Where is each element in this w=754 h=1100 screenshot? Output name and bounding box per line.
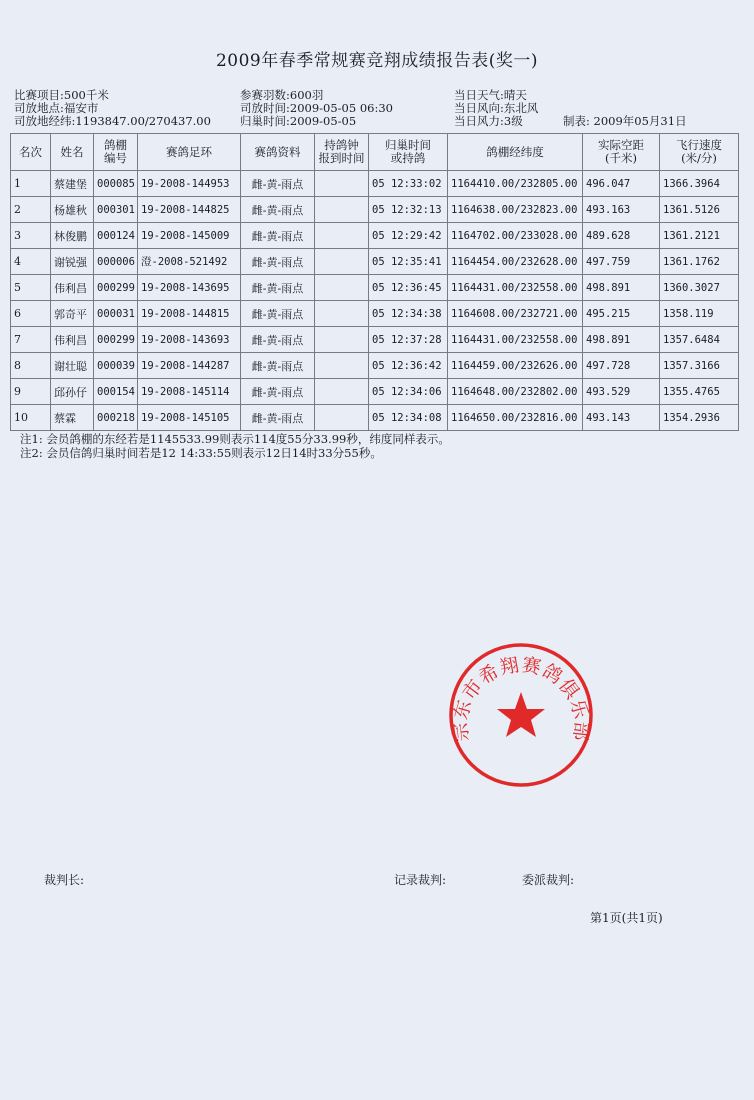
- meta-release-value: 2009-05-05 06:30: [289, 101, 393, 115]
- meta-site-value: 福安市: [63, 101, 99, 115]
- table-row: [11, 171, 739, 197]
- cell-distance: 489.628: [583, 223, 660, 249]
- meta-event: [14, 88, 109, 102]
- cell-speed: 1361.2121: [660, 223, 739, 249]
- cell-name: 郭奇平: [51, 301, 94, 327]
- dispatch-referee-label: 委派裁判:: [522, 873, 575, 887]
- cell-clock: [315, 197, 369, 223]
- page-number: 第1页(共1页): [590, 911, 663, 925]
- cell-distance: 493.163: [583, 197, 660, 223]
- cell-rank: 8: [11, 353, 51, 379]
- cell-loft: 000299: [94, 327, 138, 353]
- cell-time: 05 12:35:41: [369, 249, 448, 275]
- cell-speed: 1357.6484: [660, 327, 739, 353]
- cell-time: 05 12:36:42: [369, 353, 448, 379]
- cell-coords: 1164650.00/232816.00: [448, 405, 583, 431]
- meta-event-label: 比赛项目:: [14, 88, 64, 102]
- cell-info: 雌-黄-雨点: [241, 197, 315, 223]
- meta-wind-direction-label: 当日风向:: [454, 101, 504, 115]
- cell-coords: 1164431.00/232558.00: [448, 327, 583, 353]
- meta-return-value: 2009-05-05: [289, 114, 357, 128]
- cell-distance: 498.891: [583, 275, 660, 301]
- cell-ring: 19-2008-144815: [138, 301, 241, 327]
- header-info: 赛鸽资料: [241, 134, 315, 171]
- cell-time: 05 12:37:28: [369, 327, 448, 353]
- report-title: 2009年春季常规赛竞翔成绩报告表(奖一): [215, 51, 539, 71]
- cell-loft: 000154: [94, 379, 138, 405]
- cell-loft: 000124: [94, 223, 138, 249]
- cell-info: 雌-黄-雨点: [241, 249, 315, 275]
- cell-ring: 19-2008-144825: [138, 197, 241, 223]
- cell-coords: 1164608.00/232721.00: [448, 301, 583, 327]
- record-referee-label: 记录裁判:: [394, 873, 447, 887]
- cell-name: 谢壮聪: [51, 353, 94, 379]
- table-row: [11, 327, 739, 353]
- cell-name: 蔡霖: [51, 405, 94, 431]
- cell-rank: 4: [11, 249, 51, 275]
- cell-loft: 000085: [94, 171, 138, 197]
- meta-birds: [240, 88, 323, 102]
- cell-coords: 1164648.00/232802.00: [448, 379, 583, 405]
- note-1: 注1: 会员鸽棚的东经若是1145533.99则表示114度55分33.99秒，纬度同样表示。: [20, 432, 450, 446]
- cell-time: 05 12:29:42: [369, 223, 448, 249]
- cell-rank: 3: [11, 223, 51, 249]
- notes: [20, 432, 450, 460]
- meta-coords-label: 司放地经纬:: [14, 114, 76, 128]
- club-seal-stamp: [446, 640, 596, 790]
- cell-distance: 495.215: [583, 301, 660, 327]
- meta-release: [240, 101, 393, 115]
- meta-site: [14, 101, 98, 115]
- cell-name: 邱孙仔: [51, 379, 94, 405]
- cell-rank: 2: [11, 197, 51, 223]
- cell-distance: 493.529: [583, 379, 660, 405]
- cell-coords: 1164454.00/232628.00: [448, 249, 583, 275]
- cell-clock: [315, 405, 369, 431]
- cell-time: 05 12:36:45: [369, 275, 448, 301]
- meta-birds-label: 参赛羽数:: [240, 88, 290, 102]
- cell-loft: 000006: [94, 249, 138, 275]
- cell-ring: 19-2008-145114: [138, 379, 241, 405]
- cell-loft: 000039: [94, 353, 138, 379]
- table-row: [11, 353, 739, 379]
- meta-wind-force-value: 3级: [503, 114, 523, 128]
- cell-clock: [315, 327, 369, 353]
- cell-time: 05 12:34:06: [369, 379, 448, 405]
- cell-clock: [315, 379, 369, 405]
- header-distance: 实际空距 (千米): [583, 134, 660, 171]
- cell-loft: 000031: [94, 301, 138, 327]
- cell-info: 雌-黄-雨点: [241, 223, 315, 249]
- cell-rank: 1: [11, 171, 51, 197]
- cell-ring: 19-2008-144953: [138, 171, 241, 197]
- cell-distance: 496.047: [583, 171, 660, 197]
- cell-coords: 1164431.00/232558.00: [448, 275, 583, 301]
- cell-time: 05 12:32:13: [369, 197, 448, 223]
- cell-speed: 1358.119: [660, 301, 739, 327]
- cell-speed: 1366.3964: [660, 171, 739, 197]
- cell-clock: [315, 301, 369, 327]
- cell-info: 雌-黄-雨点: [241, 327, 315, 353]
- header-loft-no: 鸽棚 编号: [94, 134, 138, 171]
- cell-distance: 498.891: [583, 327, 660, 353]
- cell-rank: 5: [11, 275, 51, 301]
- cell-name: 杨雄秋: [51, 197, 94, 223]
- cell-info: 雌-黄-雨点: [241, 405, 315, 431]
- cell-speed: 1361.1762: [660, 249, 739, 275]
- cell-ring: 19-2008-145105: [138, 405, 241, 431]
- cell-coords: 1164638.00/232823.00: [448, 197, 583, 223]
- cell-speed: 1355.4765: [660, 379, 739, 405]
- table-row: [11, 197, 739, 223]
- cell-coords: 1164702.00/233028.00: [448, 223, 583, 249]
- cell-clock: [315, 223, 369, 249]
- seal-star-icon: [497, 692, 545, 737]
- cell-clock: [315, 353, 369, 379]
- table-row: [11, 275, 739, 301]
- cell-coords: 1164410.00/232805.00: [448, 171, 583, 197]
- meta-site-label: 司放地点:: [14, 101, 64, 115]
- cell-rank: 6: [11, 301, 51, 327]
- header-speed: 飞行速度 (米/分): [660, 134, 739, 171]
- meta-wind-force: [454, 114, 523, 128]
- table-row: [11, 405, 739, 431]
- seal-text: 宗东市希翔赛鸽俱乐部: [449, 653, 593, 743]
- cell-speed: 1361.5126: [660, 197, 739, 223]
- cell-name: 林俊鹏: [51, 223, 94, 249]
- cell-speed: 1357.3166: [660, 353, 739, 379]
- meta-birds-value: 600羽: [289, 88, 324, 102]
- cell-time: 05 12:34:38: [369, 301, 448, 327]
- cell-ring: 19-2008-143695: [138, 275, 241, 301]
- cell-ring: 19-2008-143693: [138, 327, 241, 353]
- cell-loft: 000299: [94, 275, 138, 301]
- cell-ring: 澄-2008-521492: [138, 249, 241, 275]
- cell-speed: 1360.3027: [660, 275, 739, 301]
- cell-coords: 1164459.00/232626.00: [448, 353, 583, 379]
- header-ring: 赛鸽足环: [138, 134, 241, 171]
- header-rank: 名次: [11, 134, 51, 171]
- cell-name: 谢锐强: [51, 249, 94, 275]
- meta-coords-value: 1193847.00/270437.00: [75, 114, 211, 128]
- cell-rank: 9: [11, 379, 51, 405]
- header-clock: 持鸽钟 报到时间: [315, 134, 369, 171]
- table-row: [11, 301, 739, 327]
- meta-made-label: 制表:: [563, 114, 590, 128]
- table-row: [11, 379, 739, 405]
- meta-made-date: [563, 114, 687, 128]
- meta-made-value: 2009年05月31日: [593, 114, 687, 128]
- meta-event-value: 500千米: [63, 88, 109, 102]
- header-return-time: 归巢时间 或持鸽: [369, 134, 448, 171]
- cell-clock: [315, 249, 369, 275]
- cell-loft: 000301: [94, 197, 138, 223]
- table-row: [11, 223, 739, 249]
- cell-loft: 000218: [94, 405, 138, 431]
- cell-clock: [315, 171, 369, 197]
- cell-ring: 19-2008-145009: [138, 223, 241, 249]
- cell-clock: [315, 275, 369, 301]
- meta-coords: [14, 114, 211, 128]
- cell-rank: 10: [11, 405, 51, 431]
- meta-weather-label: 当日天气:: [454, 88, 504, 102]
- cell-distance: 493.143: [583, 405, 660, 431]
- results-table: [10, 133, 739, 431]
- meta-wind-direction-value: 东北风: [503, 101, 539, 115]
- cell-ring: 19-2008-144287: [138, 353, 241, 379]
- meta-release-label: 司放时间:: [240, 101, 290, 115]
- cell-info: 雌-黄-雨点: [241, 353, 315, 379]
- chief-referee-label: 裁判长:: [44, 873, 85, 887]
- cell-time: 05 12:34:08: [369, 405, 448, 431]
- cell-info: 雌-黄-雨点: [241, 379, 315, 405]
- cell-distance: 497.728: [583, 353, 660, 379]
- cell-name: 蔡建堡: [51, 171, 94, 197]
- cell-time: 05 12:33:02: [369, 171, 448, 197]
- cell-name: 伟利昌: [51, 275, 94, 301]
- cell-distance: 497.759: [583, 249, 660, 275]
- meta-return: [240, 114, 356, 128]
- meta-weather: [454, 88, 527, 102]
- header-name: 姓名: [51, 134, 94, 171]
- meta-wind-force-label: 当日风力:: [454, 114, 504, 128]
- table-row: [11, 249, 739, 275]
- cell-info: 雌-黄-雨点: [241, 171, 315, 197]
- header-loft-coords: 鸽棚经纬度: [448, 134, 583, 171]
- cell-info: 雌-黄-雨点: [241, 275, 315, 301]
- meta-wind-direction: [454, 101, 538, 115]
- note-2: 注2: 会员信鸽归巢时间若是12 14:33:55则表示12日14时33分55秒。: [20, 446, 382, 460]
- meta-weather-value: 晴天: [503, 88, 527, 102]
- cell-info: 雌-黄-雨点: [241, 301, 315, 327]
- cell-speed: 1354.2936: [660, 405, 739, 431]
- cell-name: 伟利昌: [51, 327, 94, 353]
- table-header-row: [11, 134, 739, 171]
- cell-rank: 7: [11, 327, 51, 353]
- meta-return-label: 归巢时间:: [240, 114, 290, 128]
